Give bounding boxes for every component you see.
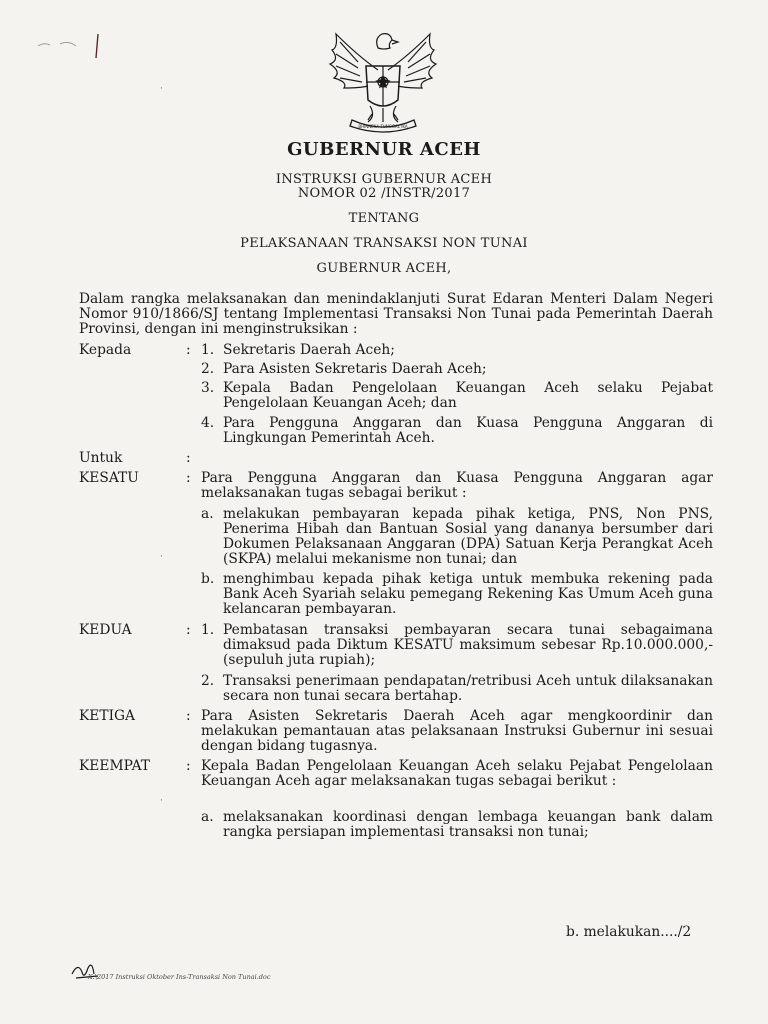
kesatu-label: KESATU — [79, 470, 139, 486]
about-heading: TENTANG — [348, 211, 420, 226]
item-number: a. — [201, 506, 214, 522]
item-number: 3. — [201, 380, 215, 396]
file-path: X:\2017 Instruksi Oktober Ins-Transaksi Non Tunai.doc — [88, 973, 271, 981]
subject-heading: PELAKSANAAN TRANSAKSI NON TUNAI — [240, 236, 528, 251]
item-text: menghimbau kepada pihak ketiga untuk membuka rekening pada Bank Aceh Syariah selaku pemegang Rekening Kas Umum Aceh guna kelancaran pembayaran. — [223, 571, 713, 617]
item-text: Sekretaris Daerah Aceh; — [223, 342, 395, 358]
colon: : — [186, 708, 191, 724]
colon: : — [186, 758, 191, 774]
keempat-label: KEEMPAT — [79, 758, 151, 774]
document-title: GUBERNUR ACEH — [287, 139, 481, 160]
garuda-emblem-icon — [318, 26, 448, 134]
item-number: 2. — [201, 361, 215, 377]
item-text: Transaksi penerimaan pendapatan/retribusi Aceh untuk dilaksanakan secara non tunai secara bertahap. — [223, 673, 713, 704]
item-text: Pembatasan transaksi pembayaran secara tunai sebagaimana dimaksud pada Diktum KESATU maksimum sebesar Rp.10.000.000,- (sepuluh juta rupiah); — [223, 622, 713, 668]
continuation-note: b. melakukan..../2 — [566, 924, 692, 940]
kepada-label: Kepada — [79, 342, 132, 358]
ketiga-text: Para Asisten Sekretaris Daerah Aceh agar mengkoordinir dan melakukan pemantauan atas pelaksanaan Instruksi Gubernur ini sesuai dengan bidang tugasnya. — [201, 708, 713, 754]
instruction-number: NOMOR 02 /INSTR/2017 — [297, 186, 471, 201]
colon: : — [186, 622, 191, 638]
scan-speck: · — [160, 84, 163, 94]
item-number: 2. — [201, 673, 215, 689]
colon: : — [186, 450, 191, 466]
item-text: Para Pengguna Anggaran dan Kuasa Pengguna Anggaran di Lingkungan Pemerintah Aceh. — [223, 415, 713, 446]
item-number: 1. — [201, 342, 215, 358]
colon: : — [186, 470, 191, 486]
item-text: melakukan pembayaran kepada pihak ketiga, PNS, Non PNS, Penerima Hibah dan Bantuan Sosial yang dananya bersumber dari Dokumen Pelaksanaan Anggaran (DPA) Satuan Kerja Perangkat Aceh (SKPA) melalui mekanisme non tunai; dan — [223, 506, 713, 567]
ketiga-label: KETIGA — [79, 708, 136, 724]
untuk-label: Untuk — [79, 450, 123, 466]
item-number: a. — [201, 809, 214, 825]
svg-text:BHINNEKA TUNGGAL IKA: BHINNEKA TUNGGAL IKA — [358, 124, 408, 129]
scan-speck: · — [160, 796, 163, 806]
issuer-heading: GUBERNUR ACEH, — [316, 261, 452, 276]
item-number: 4. — [201, 415, 215, 431]
kedua-label: KEDUA — [79, 622, 132, 638]
colon: : — [186, 342, 191, 358]
item-text: melaksanakan koordinasi dengan lembaga keuangan bank dalam rangka persiapan implementasi transaksi non tunai; — [223, 809, 713, 840]
item-text: Para Asisten Sekretaris Daerah Aceh; — [223, 361, 487, 377]
item-text: Kepala Badan Pengelolaan Keuangan Aceh selaku Pejabat Pengelolaan Keuangan Aceh; dan — [223, 380, 713, 411]
keempat-text: Kepala Badan Pengelolaan Keuangan Aceh selaku Pejabat Pengelolaan Keuangan Aceh agar melaksanakan tugas sebagai berikut : — [201, 758, 713, 789]
item-number: b. — [201, 571, 215, 587]
paraf-signature-icon — [68, 956, 108, 986]
item-number: 1. — [201, 622, 215, 638]
handwritten-mark-icon — [30, 24, 120, 64]
scan-speck: · — [160, 552, 163, 562]
kesatu-text: Para Pengguna Anggaran dan Kuasa Pengguna Anggaran agar melaksanakan tugas sebagai berikut : — [201, 470, 713, 501]
intro-paragraph: Dalam rangka melaksanakan dan menindaklanjuti Surat Edaran Menteri Dalam Negeri Nomor 910/1866/SJ tentang Implementasi Transaksi Non Tunai pada Pemerintah Daerah Provinsi, dengan ini menginstruksikan : — [79, 291, 713, 337]
instruction-heading: INSTRUKSI GUBERNUR ACEH — [275, 172, 493, 187]
